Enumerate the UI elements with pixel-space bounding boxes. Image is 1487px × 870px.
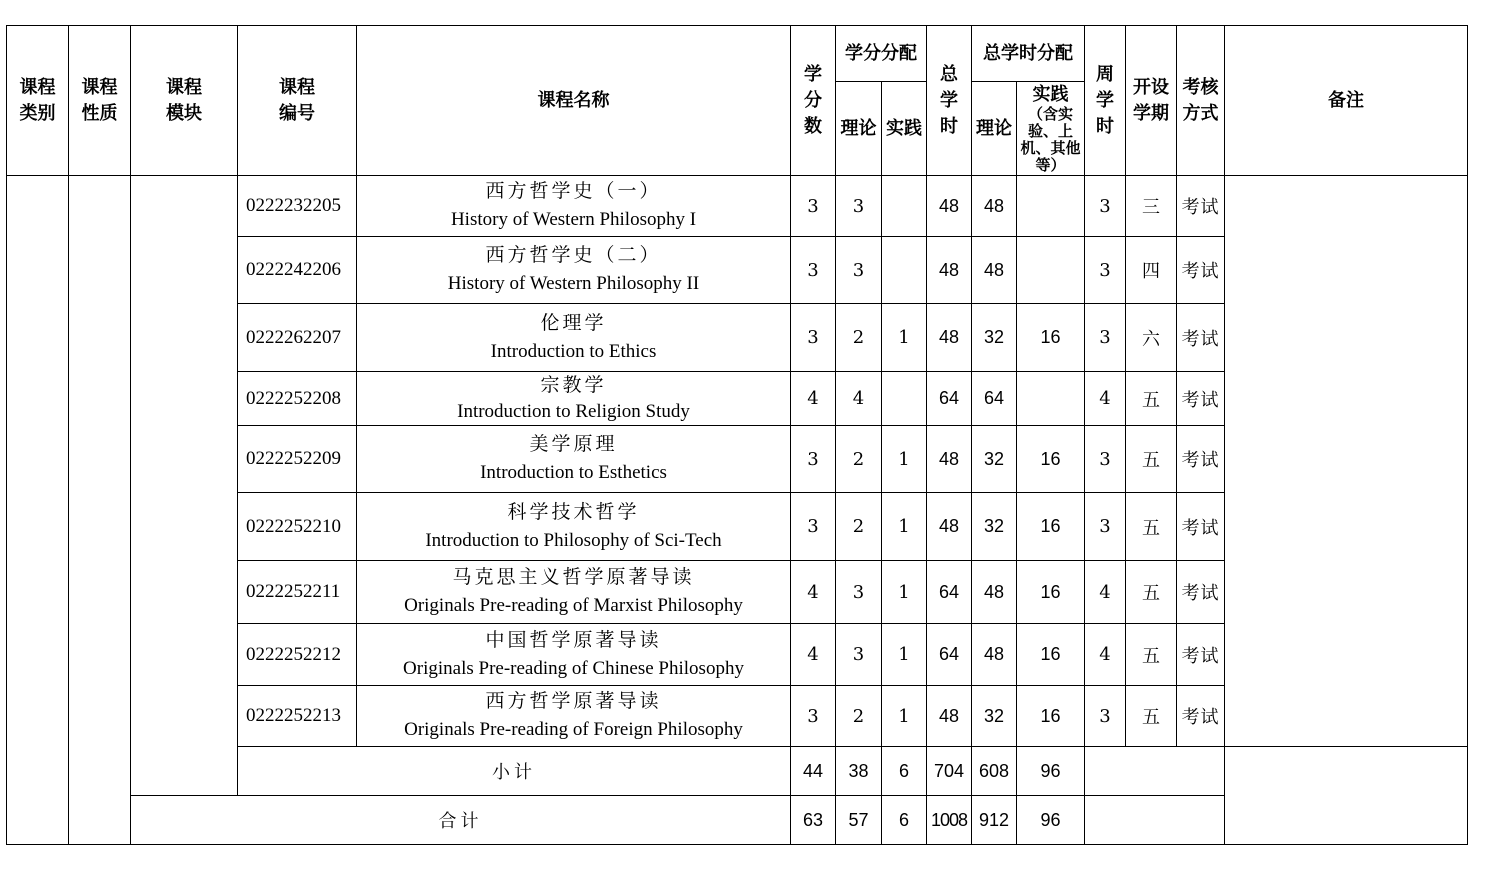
course-name-cn: 西方哲学史（二）: [485, 245, 662, 266]
total-label: 合计: [131, 796, 791, 845]
course-name-cn: 美学原理: [529, 434, 618, 455]
credit-theory: 3: [836, 176, 882, 237]
course-code: 0222252210: [238, 493, 357, 561]
header-semester: 开设学期: [1126, 26, 1177, 176]
weekly-hours: 4: [1085, 372, 1126, 426]
course-code: 0222252211: [238, 561, 357, 624]
course-name: [357, 372, 791, 426]
semester: 五: [1126, 624, 1177, 686]
exam-method: 考试: [1177, 237, 1225, 304]
hours-practice: 16: [1017, 561, 1085, 624]
course-name-en: Originals Pre-reading of Foreign Philosophy: [404, 719, 743, 740]
header-row-1: [7, 26, 1468, 82]
semester: 五: [1126, 493, 1177, 561]
exam-method: 考试: [1177, 176, 1225, 237]
weekly-hours: 3: [1085, 304, 1126, 372]
total-hours: 48: [927, 237, 972, 304]
header-category: 课程类别: [7, 26, 69, 176]
subtotal-hours-theory: 608: [972, 747, 1017, 796]
subtotal-blank: [1085, 747, 1225, 796]
total-hours: 48: [927, 176, 972, 237]
total-hours: 64: [927, 624, 972, 686]
course-name-cn: 西方哲学史（一）: [485, 181, 662, 202]
total-hours: 48: [927, 304, 972, 372]
course-name-cn: 西方哲学原著导读: [485, 691, 662, 712]
total-credit-practice: 6: [882, 796, 927, 845]
course-name-en: History of Western Philosophy I: [450, 209, 697, 230]
total-hours: 64: [927, 372, 972, 426]
credits: 3: [791, 493, 836, 561]
exam-method: 考试: [1177, 561, 1225, 624]
course-name-cn: 伦理学: [540, 312, 607, 334]
weekly-hours: 3: [1085, 686, 1126, 747]
credit-theory: 3: [836, 561, 882, 624]
course-name: [357, 561, 791, 624]
credit-theory: 4: [836, 372, 882, 426]
exam-method: 考试: [1177, 624, 1225, 686]
course-code: 0222232205: [238, 176, 357, 237]
header-total-hours: 总学时: [927, 26, 972, 176]
hours-theory: 48: [972, 561, 1017, 624]
hours-theory: 32: [972, 304, 1017, 372]
hours-practice: [1017, 176, 1085, 237]
course-name-en: Originals Pre-reading of Chinese Philosophy: [403, 657, 744, 679]
semester: 六: [1126, 304, 1177, 372]
subtotal-credits: 44: [791, 747, 836, 796]
bottom-remarks-cell: [1225, 747, 1468, 845]
course-code: 0222252212: [238, 624, 357, 686]
semester: 五: [1126, 372, 1177, 426]
header-remarks: 备注: [1225, 26, 1468, 176]
credit-theory: 2: [836, 686, 882, 747]
hours-theory: 32: [972, 686, 1017, 747]
header-hours-theory: 理论: [972, 82, 1017, 176]
course-name-en: Originals Pre-reading of Marxist Philosophy: [404, 595, 743, 616]
credit-practice: 1: [882, 426, 927, 493]
header-hours-distribution: 总学时分配: [972, 26, 1085, 82]
header-code: 课程编号: [238, 26, 357, 176]
subtotal-hours-practice: 96: [1017, 747, 1085, 796]
credits: 4: [791, 624, 836, 686]
course-code: 0222252208: [238, 372, 357, 426]
remarks-cell: [1225, 176, 1468, 747]
credits: 4: [791, 561, 836, 624]
hours-practice: [1017, 372, 1085, 426]
credits: 3: [791, 176, 836, 237]
header-hours-practice-note: （含实验、上机、其他等）: [1020, 104, 1081, 174]
total-hours-practice: 96: [1017, 796, 1085, 845]
hours-theory: 48: [972, 237, 1017, 304]
hours-practice: 16: [1017, 304, 1085, 372]
course-name: [357, 493, 791, 561]
header-exam-method: 考核方式: [1177, 26, 1225, 176]
course-name-en: Introduction to Esthetics: [480, 462, 667, 483]
credit-theory: 3: [836, 237, 882, 304]
total-hours: 48: [927, 493, 972, 561]
header-credit-theory: 理论: [836, 82, 882, 176]
semester: 五: [1126, 686, 1177, 747]
credit-practice: 1: [882, 304, 927, 372]
hours-practice: 16: [1017, 493, 1085, 561]
total-hours: 48: [927, 686, 972, 747]
weekly-hours: 3: [1085, 237, 1126, 304]
course-name-cn: 马克思主义哲学原著导读: [452, 567, 695, 588]
exam-method: 考试: [1177, 372, 1225, 426]
weekly-hours: 3: [1085, 176, 1126, 237]
credit-practice: 1: [882, 493, 927, 561]
hours-practice: 16: [1017, 426, 1085, 493]
weekly-hours: 3: [1085, 426, 1126, 493]
header-module: 课程模块: [131, 26, 238, 176]
course-code: 0222262207: [238, 304, 357, 372]
semester: 三: [1126, 176, 1177, 237]
header-credit-practice: 实践: [882, 82, 927, 176]
subtotal-total-hours: 704: [927, 747, 972, 796]
header-credits: 学分数: [791, 26, 836, 176]
course-name: [357, 304, 791, 372]
course-name-en: History of Western Philosophy II: [447, 273, 700, 294]
total-credits: 63: [791, 796, 836, 845]
credit-theory: 3: [836, 624, 882, 686]
weekly-hours: 3: [1085, 493, 1126, 561]
curriculum-table: [6, 25, 1468, 845]
exam-method: 考试: [1177, 493, 1225, 561]
course-name-cn: 中国哲学原著导读: [485, 629, 662, 651]
header-credit-distribution: 学分分配: [836, 26, 927, 82]
subtotal-credit-practice: 6: [882, 747, 927, 796]
total-blank: [1085, 796, 1225, 845]
hours-theory: 48: [972, 624, 1017, 686]
header-hours-practice-label: 实践: [1032, 83, 1069, 105]
course-name: [357, 237, 791, 304]
exam-method: 考试: [1177, 304, 1225, 372]
total-hours-theory: 912: [972, 796, 1017, 845]
course-code: 0222242206: [238, 237, 357, 304]
nature-cell: [69, 176, 131, 845]
credits: 3: [791, 304, 836, 372]
course-name: [357, 426, 791, 493]
weekly-hours: 4: [1085, 561, 1126, 624]
table-row: [7, 176, 1468, 237]
header-weekly-hours: 周学时: [1085, 26, 1126, 176]
credits: 3: [791, 686, 836, 747]
subtotal-credit-theory: 38: [836, 747, 882, 796]
course-name-cn: 宗教学: [540, 374, 607, 396]
credits: 3: [791, 237, 836, 304]
course-name-en: Introduction to Ethics: [490, 340, 657, 362]
course-name: [357, 624, 791, 686]
semester: 五: [1126, 426, 1177, 493]
credit-practice: 1: [882, 561, 927, 624]
credit-practice: 1: [882, 624, 927, 686]
hours-theory: 64: [972, 372, 1017, 426]
hours-practice: [1017, 237, 1085, 304]
credit-theory: 2: [836, 304, 882, 372]
semester: 四: [1126, 237, 1177, 304]
credit-theory: 2: [836, 493, 882, 561]
total-total-hours: 1008: [927, 796, 972, 845]
credit-practice: [882, 237, 927, 304]
exam-method: 考试: [1177, 686, 1225, 747]
category-cell: [7, 176, 69, 845]
header-hours-practice: [1017, 82, 1085, 176]
subtotal-label: 小计: [238, 747, 791, 796]
credits: 3: [791, 426, 836, 493]
module-cell: [131, 176, 238, 796]
total-hours: 48: [927, 426, 972, 493]
header-name: 课程名称: [357, 26, 791, 176]
course-name-en: Introduction to Philosophy of Sci-Tech: [425, 529, 722, 551]
credit-theory: 2: [836, 426, 882, 493]
weekly-hours: 4: [1085, 624, 1126, 686]
semester: 五: [1126, 561, 1177, 624]
total-credit-theory: 57: [836, 796, 882, 845]
course-name: [357, 176, 791, 237]
hours-theory: 32: [972, 493, 1017, 561]
header-nature: 课程性质: [69, 26, 131, 176]
course-code: 0222252213: [238, 686, 357, 747]
credit-practice: 1: [882, 686, 927, 747]
credit-practice: [882, 372, 927, 426]
credits: 4: [791, 372, 836, 426]
hours-theory: 48: [972, 176, 1017, 237]
exam-method: 考试: [1177, 426, 1225, 493]
hours-practice: 16: [1017, 624, 1085, 686]
course-name-cn: 科学技术哲学: [507, 501, 640, 523]
hours-theory: 32: [972, 426, 1017, 493]
credit-practice: [882, 176, 927, 237]
hours-practice: 16: [1017, 686, 1085, 747]
total-hours: 64: [927, 561, 972, 624]
course-code: 0222252209: [238, 426, 357, 493]
course-name: [357, 686, 791, 747]
course-name-en: Introduction to Religion Study: [457, 400, 690, 422]
